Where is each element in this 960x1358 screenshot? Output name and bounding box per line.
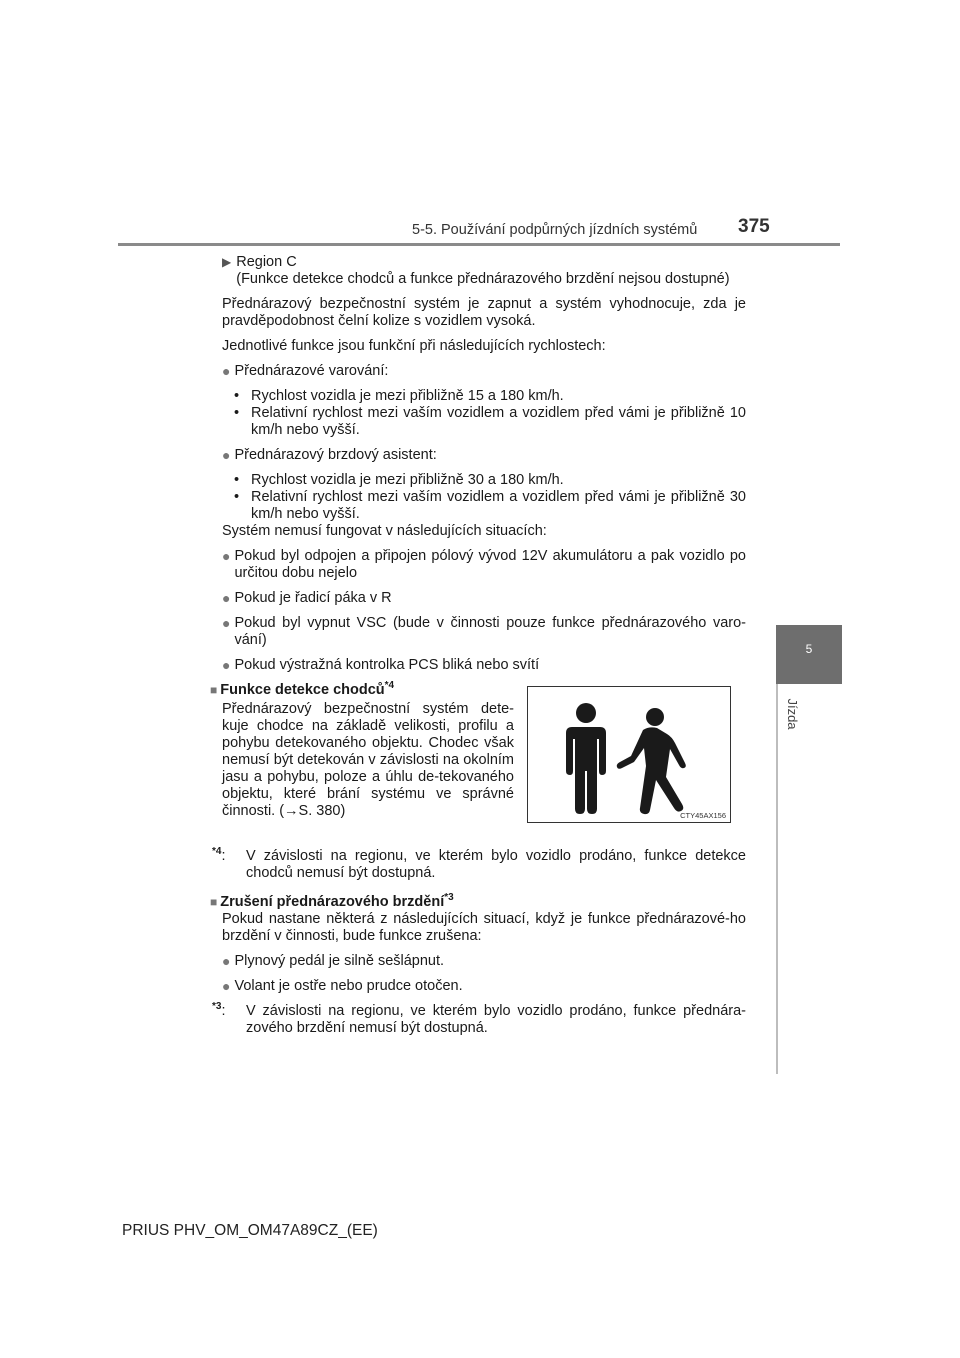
region-heading [222,254,746,288]
list-item: • Rychlost vozidla je mezi přibližně 30 a 180 km/h. [234,472,564,488]
warning-list [222,388,746,439]
brake-assist-list [222,472,746,523]
pedestrian-description: Přednárazový bezpečnostní systém dete-kuje chodce na základě velikosti, profilu a pohybu detekovaného objektu. Chodec však nemusí být detekován v závislosti na okolním jasu a pohybu, poloze a úhlu de-tekovaného objektu, které brání systému ve správné činnosti. (→S. 380) [222,700,514,819]
pedestrian-section-heading: ■ Funkce detekce chodců$^{*4}$ [210,680,395,698]
region-note: (Funkce detekce chodců a funkce přednárazového brzdění nejsou dostupné) [236,271,730,287]
list-item: • Relativní rychlost mezi vaším vozidlem a vozidlem před vámi je přibližně 10 km/h nebo vyšší. [234,405,746,438]
activation-paragraph: Přednárazový bezpečnostní systém je zapnut a systém vyhodnocuje, zda je pravděpodobnost čelní kolize s vozidlem vysoká. [222,296,746,329]
list-item: ● Pokud byl vypnut VSC (bude v činnosti pouze funkce přednárazového varo-vání) [222,615,746,648]
document-code: PRIUS PHV_OM_OM47A89CZ_(EE) [122,1222,378,1239]
list-item: • Relativní rychlost mezi vaším vozidlem a vozidlem před vámi je přibližně 30 km/h nebo vyšší. [234,489,746,522]
list-item: • Rychlost vozidla je mezi přibližně 15 a 180 km/h. [234,388,564,404]
cancel-section-heading: ■ Zrušení přednárazového brzdění$^{*3}$ [210,892,454,910]
warning-bullet [222,363,746,380]
list-item: ● Plynový pedál je silně sešlápnut. [222,953,445,969]
square-bullet-icon: ■ [210,895,218,909]
list-item: ● Pokud výstražná kontrolka PCS bliká nebo svítí [222,657,540,673]
circle-bullet-icon: ● [222,657,231,673]
region-title: Region C [236,254,297,270]
list-item: ● Pokud je řadicí páka v R [222,590,392,606]
figure-code: CTY45AX156 [680,811,726,820]
section-title: 5-5. Používání podpůrných jízdních systémů [412,222,698,238]
circle-bullet-icon: ● [222,590,231,606]
not-working-intro: Systém nemusí fungovat v následujících situacích: [222,523,547,539]
chapter-label: Jízda [785,698,800,730]
circle-bullet-icon: ● [222,978,231,994]
brake-assist-bullet [222,447,746,464]
page-number: 375 [738,216,770,237]
brake-assist-label: Přednárazový brzdový asistent: [234,447,437,463]
footnote-3: $^{*3}$: V závislosti na regionu, ve kterém bylo vozidlo prodáno, funkce přednára-zového brzdění nemusí být dostupná. [212,1001,746,1036]
circle-bullet-icon: ● [222,447,231,463]
list-item: ● Pokud byl odpojen a připojen pólový vývod 12V akumulátoru a pak vozidlo po určitou dobu nejelo [222,548,746,581]
warning-label: Přednárazové varování: [234,363,389,379]
pedestrian-icon [528,687,730,822]
speeds-paragraph: Jednotlivé funkce jsou funkční při následujících rychlostech: [222,338,606,354]
chapter-tab-number: 5 [805,642,813,656]
pedestrian-figure [527,686,731,823]
triangle-bullet-icon: ▶ [222,255,232,269]
lower-content [210,840,746,1037]
chapter-divider [776,684,778,1074]
header-rule [118,243,840,246]
footnote-4: $^{*4}$: V závislosti na regionu, ve kterém bylo vozidlo prodáno, funkce detekce chodců nemusí být dostupná. [212,846,746,881]
circle-bullet-icon: ● [222,615,231,631]
circle-bullet-icon: ● [222,548,231,564]
main-content [210,254,746,699]
square-bullet-icon: ■ [210,683,218,697]
list-item: ● Volant je ostře nebo prudce otočen. [222,978,463,994]
cancel-intro: Pokud nastane některá z následujících situací, když je funkce přednárazové-ho brzdění v činnosti, bude funkce zrušena: [222,911,746,944]
circle-bullet-icon: ● [222,953,231,969]
circle-bullet-icon: ● [222,363,231,379]
